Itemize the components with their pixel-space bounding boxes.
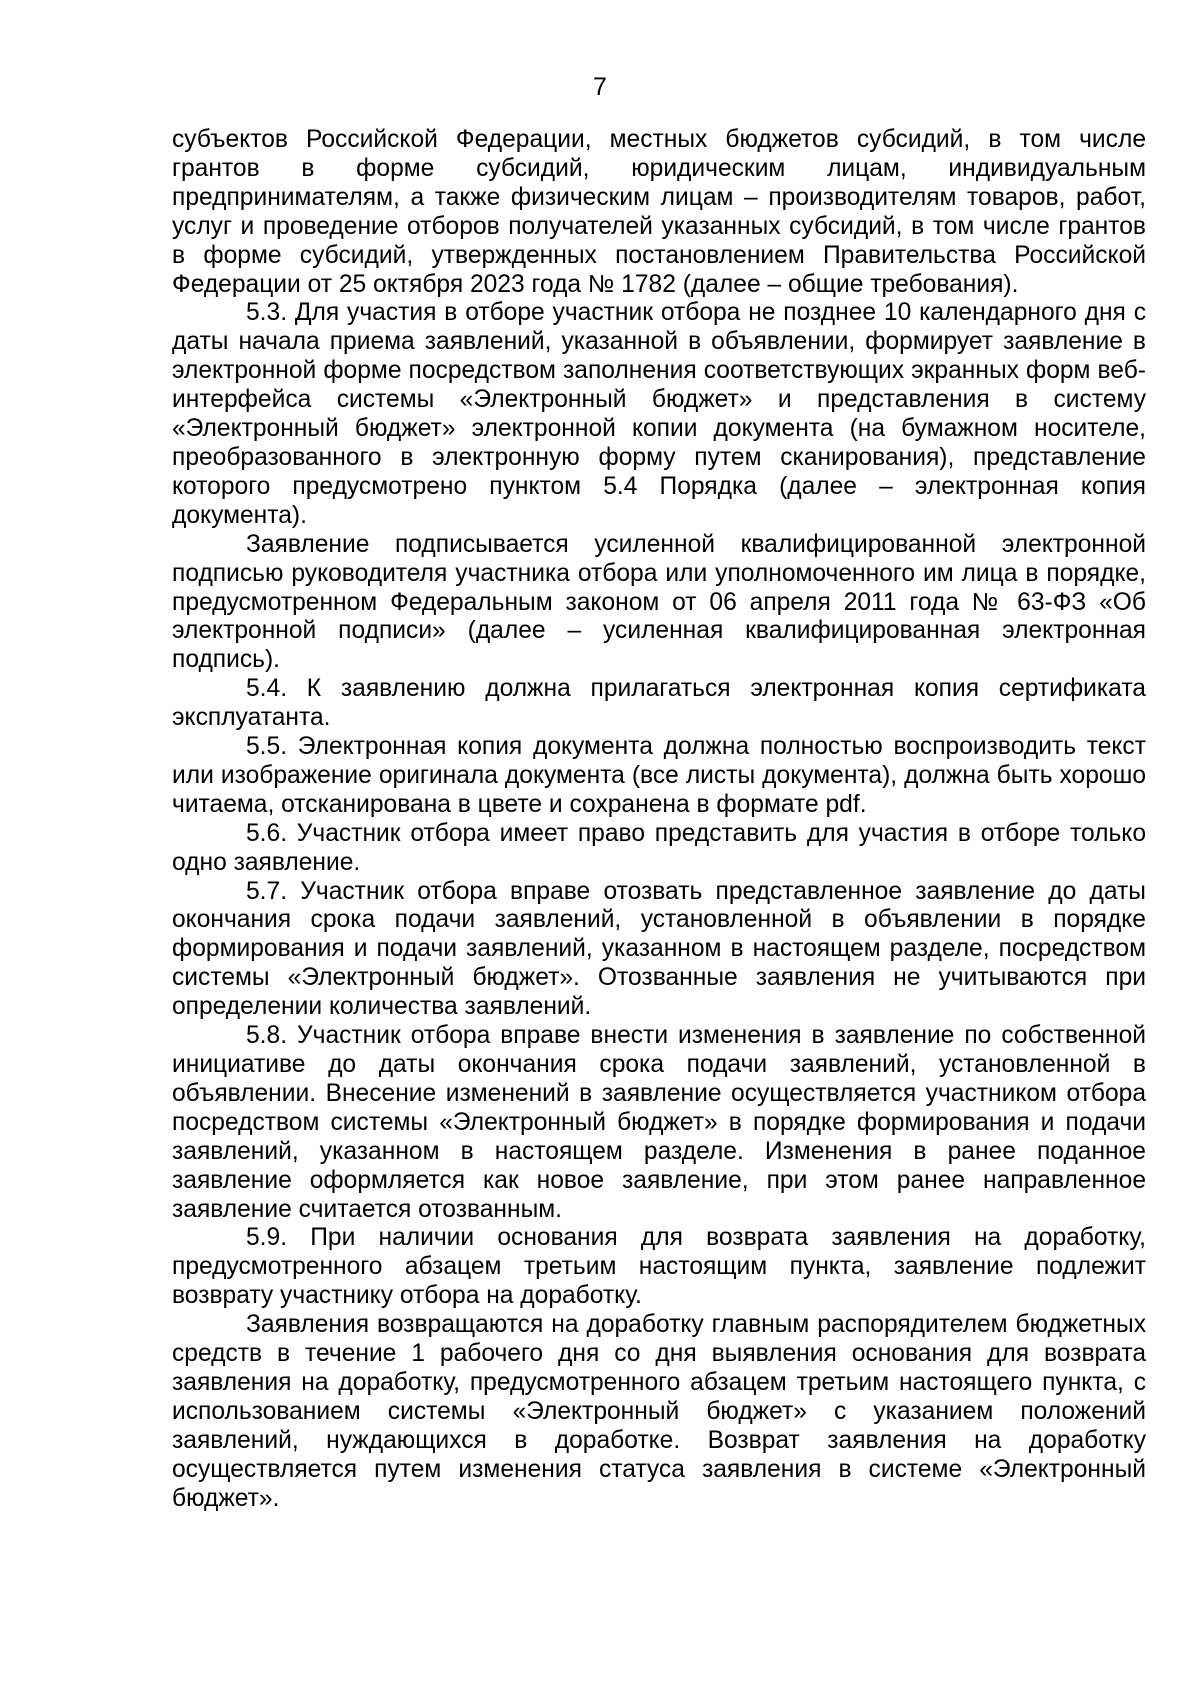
paragraph-5-7: 5.7. Участник отбора вправе отозвать представленное заявление до даты окончания срока подачи заявлений, установленной в объявлении в порядке формирования и подачи заявлений, указанном в настоящем разделе, посредством системы «Электронный бюджет». Отозванные заявления не учитываются при определении количества заявлений. xyxy=(172,877,1146,1021)
paragraph-5-8: 5.8. Участник отбора вправе внести изменения в заявление по собственной инициативе до даты окончания срока подачи заявлений, установленной в объявлении. Внесение изменений в заявление осуществляется участником отбора посредством системы «Электронный бюджет» в порядке формирования и подачи заявлений, указанном в настоящем разделе. Изменения в ранее поданное заявление оформляется как новое заявление, при этом ранее направленное заявление считается отозванным. xyxy=(172,1022,1146,1223)
paragraph-signature: Заявление подписывается усиленной квалифицированной электронной подписью руководителя участника отбора или уполномоченного им лица в порядке, предусмотренном Федеральным законом от 06 апреля 2011 года № 63-ФЗ «Об электронной подписи» (далее – усиленная квалифицированная электронная подпись). xyxy=(172,530,1146,674)
paragraph-5-3: 5.3. Для участия в отборе участник отбора не позднее 10 календарного дня с даты начала приема заявлений, указанной в объявлении, формирует заявление в электронной форме посредством заполнения соответствующих экранных форм веб-интерфейса системы «Электронный бюджет» и представления в систему «Электронный бюджет» электронной копии документа (на бумажном носителе, преобразованного в электронную форму путем сканирования), представление которого предусмотрено пунктом 5.4 Порядка (далее – электронная копия документа). xyxy=(172,299,1146,529)
paragraph-5-9: 5.9. При наличии основания для возврата заявления на доработку, предусмотренного абзацем третьим настоящим пункта, заявление подлежит возврату участнику отбора на доработку. xyxy=(172,1224,1146,1310)
paragraph-5-4: 5.4. К заявлению должна прилагаться электронная копия сертификата эксплуатанта. xyxy=(172,675,1146,732)
page-number: 7 xyxy=(593,73,607,101)
document-body xyxy=(172,126,1146,1514)
paragraph-return-procedure: Заявления возвращаются на доработку главным распорядителем бюджетных средств в течение 1 рабочего дня со дня выявления основания для возврата заявления на доработку, предусмотренного абзацем третьим настоящего пункта, с использованием системы «Электронный бюджет» с указанием положений заявлений, нуждающихся в доработке. Возврат заявления на доработку осуществляется путем изменения статуса заявления в системе «Электронный бюджет». xyxy=(172,1311,1146,1512)
paragraph-5-6: 5.6. Участник отбора имеет право представить для участия в отборе только одно заявление. xyxy=(172,819,1146,876)
paragraph-continuation: субъектов Российской Федерации, местных бюджетов субсидий, в том числе грантов в форме субсидий, юридическим лицам, индивидуальным предпринимателям, а также физическим лицам – производителям товаров, работ, услуг и проведение отборов получателей указанных субсидий, в том числе грантов в форме субсидий, утвержденных постановлением Правительства Российской Федерации от 25 октября 2023 года № 1782 (далее – общие требования). xyxy=(172,126,1146,298)
paragraph-5-5: 5.5. Электронная копия документа должна полностью воспроизводить текст или изображение оригинала документа (все листы документа), должна быть хорошо читаема, отсканирована в цвете и сохранена в формате pdf. xyxy=(172,733,1146,818)
